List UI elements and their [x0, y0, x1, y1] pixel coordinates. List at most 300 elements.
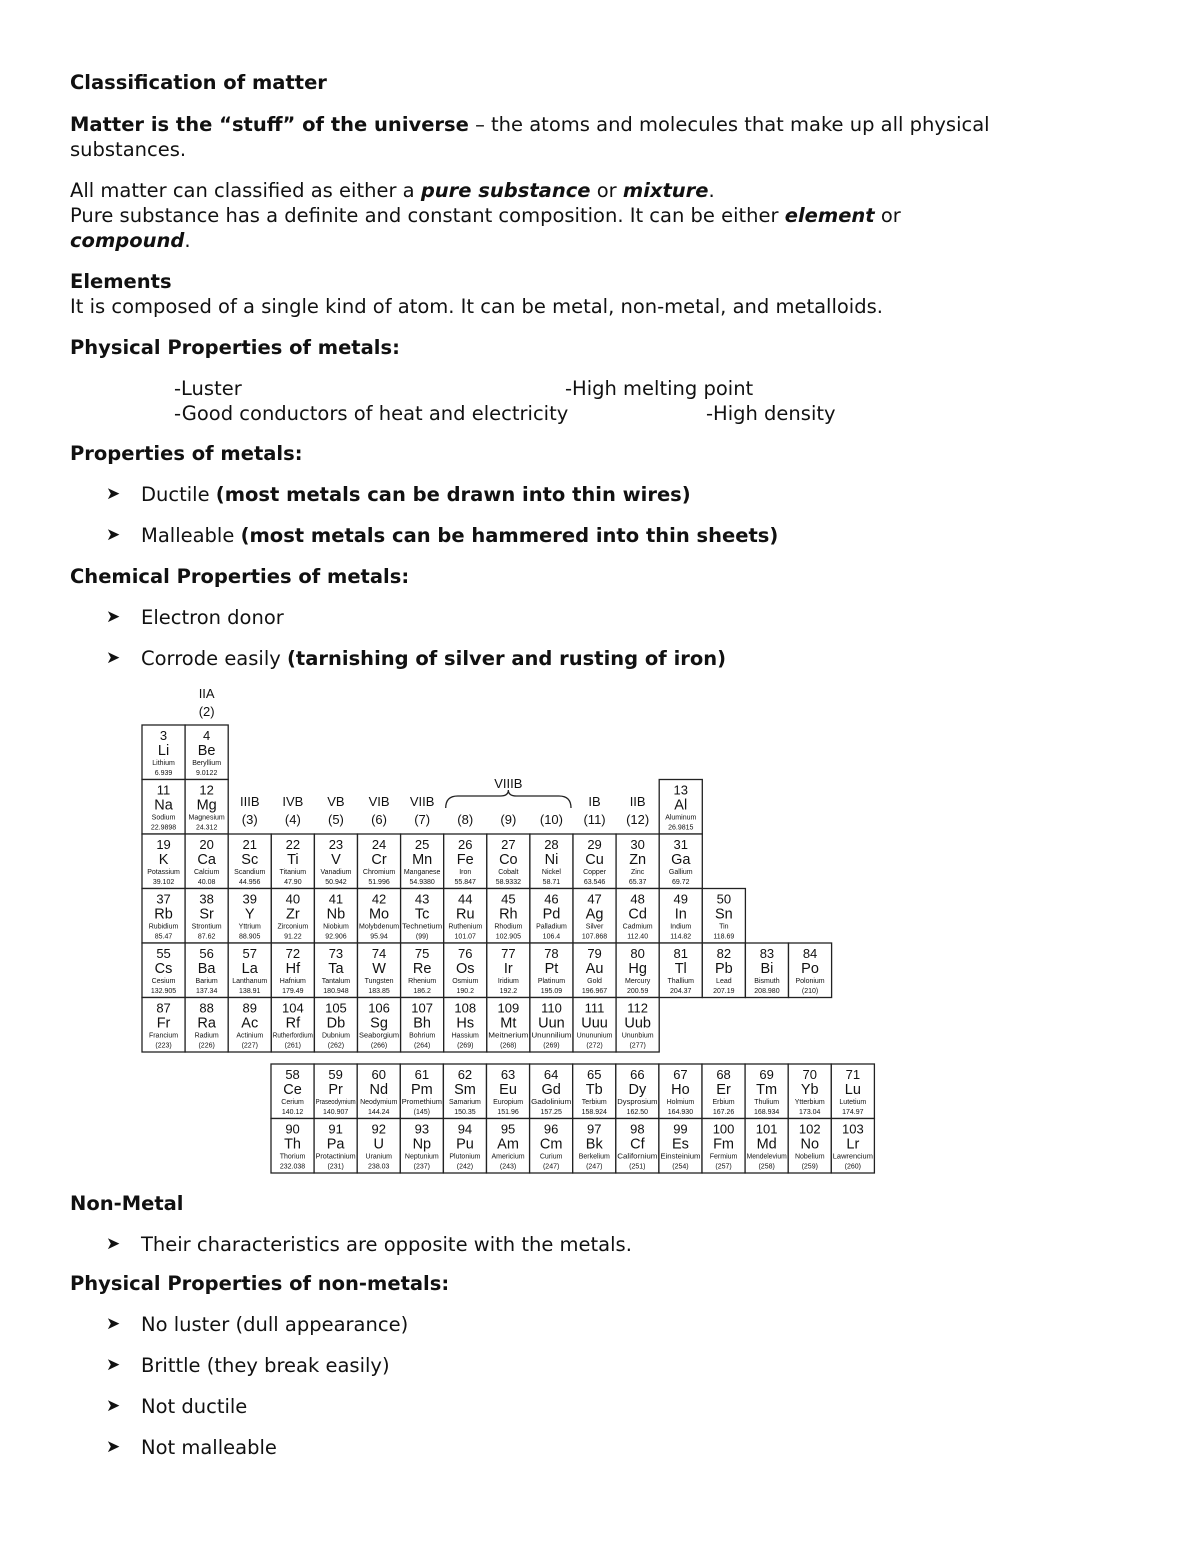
element-symbol: Y [244, 906, 255, 923]
element-name: Tantalum [321, 978, 351, 985]
element-symbol: Uub [624, 1015, 651, 1032]
element-name: Bohrium [409, 1032, 436, 1040]
atomic-mass: 101.07 [454, 933, 476, 941]
element-name: Copper [583, 869, 607, 876]
atomic-number: 99 [673, 1121, 688, 1137]
atomic-mass: (210) [801, 988, 819, 995]
atomic-mass: (227) [241, 1042, 258, 1050]
atomic-mass: 22.9898 [150, 824, 177, 832]
element-name: Lutetium [839, 1099, 867, 1106]
element-name: Strontium [191, 923, 222, 931]
atomic-mass: 51.996 [368, 879, 390, 886]
atomic-number: 110 [541, 1000, 562, 1016]
element-name: Platinum [537, 978, 566, 985]
element-name: Dubnium [321, 1032, 350, 1040]
element-symbol: Mo [368, 906, 390, 923]
element-name: Indium [670, 923, 692, 931]
arrowhead-bullet-icon: ➤ [106, 1396, 121, 1416]
atomic-mass: (231) [327, 1163, 344, 1171]
atomic-number: 71 [845, 1067, 861, 1082]
pure-end: . [184, 229, 191, 252]
intro-bold: Matter is the “stuff” of the universe [70, 113, 469, 136]
element-symbol: In [674, 906, 687, 923]
atomic-number: 11 [156, 782, 171, 798]
element-symbol: Rf [285, 1015, 301, 1032]
atomic-number: 108 [454, 1000, 477, 1016]
atomic-number: 69 [759, 1067, 774, 1082]
atomic-number: 49 [673, 891, 688, 907]
atomic-number: 77 [501, 946, 516, 961]
atomic-mass: (242) [456, 1163, 474, 1171]
atomic-mass: 168.934 [753, 1109, 780, 1116]
element-symbol: Yb [800, 1082, 819, 1098]
atomic-mass: 44.956 [239, 879, 261, 886]
atomic-number: 102 [798, 1121, 821, 1137]
element-symbol: Rh [499, 906, 518, 923]
element-symbol: No [800, 1136, 820, 1153]
element-name: Potassium [147, 869, 180, 876]
atomic-number: 68 [716, 1067, 731, 1082]
atomic-number: 94 [457, 1121, 473, 1137]
element-symbol: Ir [503, 961, 513, 977]
group-label: (12) [626, 812, 650, 827]
atomic-number: 104 [281, 1000, 304, 1016]
element-symbol: Re [412, 961, 432, 977]
atomic-number: 107 [411, 1000, 434, 1016]
arrowhead-bullet-icon: ➤ [106, 1355, 121, 1375]
element-symbol: Hg [628, 961, 647, 977]
element-symbol: Li [157, 743, 170, 759]
group-label: IVB [282, 794, 304, 809]
atomic-number: 88 [199, 1000, 214, 1016]
element-symbol: Fr [156, 1015, 171, 1032]
atomic-number: 112 [627, 1000, 649, 1016]
element-symbol: Ca [197, 852, 216, 868]
element-symbol: Es [671, 1136, 689, 1153]
element-name: Curium [539, 1153, 563, 1161]
pure-mid: or [874, 204, 901, 227]
element-symbol: Bh [413, 1015, 432, 1032]
element-name: Magnesium [188, 814, 225, 822]
element-name: Scandium [234, 869, 266, 876]
element-symbol: Ru [455, 906, 475, 923]
atomic-number: 4 [203, 728, 211, 743]
element-symbol: Zr [286, 906, 300, 923]
element-name: Vanadium [320, 869, 352, 876]
phys-metals-heading: Physical Properties of metals: [70, 336, 400, 359]
atomic-number: 13 [673, 782, 688, 798]
element-symbol: Ti [287, 852, 299, 868]
atomic-mass: 54.9380 [409, 879, 435, 886]
group-label: IIB [629, 794, 646, 809]
element-name: Ytterbium [794, 1099, 825, 1106]
atomic-number: 92 [371, 1121, 386, 1137]
element-symbol: V [331, 852, 341, 868]
atomic-mass: 95.94 [370, 933, 388, 941]
group-label: (7) [414, 812, 431, 827]
element-name: Tin [719, 923, 729, 931]
props-metals-heading: Properties of metals: [70, 442, 303, 465]
element-symbol: Co [499, 852, 518, 868]
atomic-mass: 55.847 [454, 879, 476, 886]
arrowhead-bullet-icon: ➤ [106, 484, 121, 504]
element-name: Meitnerium [488, 1032, 529, 1040]
element-symbol: Gd [541, 1082, 561, 1098]
prop-luster: -Luster [174, 377, 242, 400]
group-label: IIA [198, 686, 215, 701]
element-name: Fermium [709, 1153, 738, 1161]
atomic-number: 65 [587, 1067, 602, 1082]
atomic-number: 50 [716, 891, 732, 907]
element-name: Sodium [151, 814, 176, 822]
element-name: Iridium [497, 978, 519, 985]
atomic-number: 23 [328, 837, 344, 852]
group-label: (6) [371, 812, 387, 827]
element-name: Beryllium [192, 760, 222, 767]
element-name: Chromium [362, 869, 396, 876]
atomic-number: 24 [371, 837, 387, 852]
element-symbol: Tb [585, 1082, 603, 1098]
atomic-number: 56 [199, 946, 214, 961]
element-symbol: Db [326, 1015, 346, 1032]
atomic-mass: 114.82 [670, 933, 692, 941]
element-name: Calcium [194, 869, 220, 876]
atomic-mass: (269) [543, 1042, 560, 1050]
atomic-number: 20 [199, 837, 214, 852]
atomic-mass: 232.038 [279, 1163, 306, 1171]
element-name: Cobalt [498, 869, 519, 876]
atomic-mass: 140.907 [322, 1109, 349, 1116]
element-symbol: Pr [328, 1082, 343, 1098]
atomic-number: 60 [371, 1067, 386, 1082]
element-symbol: Cs [154, 961, 173, 977]
atomic-number: 105 [325, 1000, 347, 1016]
element-symbol: Th [284, 1136, 302, 1153]
element-name: Protactinium [315, 1153, 356, 1161]
element-name: Barium [195, 978, 218, 985]
element-symbol: Bi [760, 961, 774, 977]
atomic-number: 74 [371, 946, 387, 961]
list-item-text: Electron donor [141, 606, 284, 629]
atomic-number: 31 [673, 837, 688, 852]
atomic-number: 59 [328, 1067, 343, 1082]
list-item-text: Corrode easily [141, 647, 287, 670]
atomic-mass: 183.85 [368, 988, 390, 995]
atomic-mass: (254) [672, 1163, 689, 1171]
atomic-number: 100 [712, 1121, 735, 1137]
atomic-number: 61 [414, 1067, 430, 1082]
element-name: Silver [585, 923, 604, 931]
arrowhead-bullet-icon: ➤ [106, 525, 121, 545]
atomic-mass: 47.90 [284, 879, 302, 886]
atomic-number: 91 [328, 1121, 343, 1137]
atomic-mass: 158.924 [581, 1109, 607, 1116]
page-title: Classification of matter [70, 71, 327, 94]
term-compound: compound [70, 229, 185, 252]
atomic-number: 62 [457, 1067, 473, 1082]
atomic-number: 93 [414, 1121, 430, 1137]
atomic-mass: 102.905 [495, 933, 522, 941]
atomic-number: 101 [755, 1121, 778, 1137]
element-symbol: Ba [197, 961, 216, 977]
element-symbol: Nd [369, 1082, 389, 1098]
atomic-number: 106 [368, 1000, 390, 1016]
atomic-mass: 140.12 [281, 1109, 304, 1116]
element-symbol: Ta [328, 961, 344, 977]
atomic-number: 84 [802, 946, 818, 961]
element-symbol: Cd [628, 906, 647, 923]
arrowhead-bullet-icon: ➤ [106, 648, 121, 668]
atomic-mass: (269) [457, 1042, 474, 1050]
phys-nonmetals-heading: Physical Properties of non-metals: [70, 1272, 450, 1295]
term-pure-substance: pure substance [420, 179, 591, 202]
atomic-mass: 207.19 [713, 988, 735, 995]
atomic-number: 96 [543, 1121, 559, 1137]
element-name: Promethium [401, 1099, 443, 1106]
atomic-number: 80 [630, 946, 645, 961]
element-name: Niobium [323, 923, 349, 931]
atomic-number: 43 [414, 891, 430, 907]
atomic-mass: 138.91 [239, 988, 261, 995]
element-symbol: Cm [539, 1136, 563, 1153]
element-name: Terbium [581, 1099, 607, 1106]
atomic-mass: (259) [801, 1163, 818, 1171]
element-name: Europium [493, 1099, 524, 1106]
classify-mid: or [590, 179, 623, 202]
atomic-number: 73 [328, 946, 344, 961]
element-symbol: Sn [714, 906, 733, 923]
element-symbol: Tm [756, 1082, 778, 1098]
element-name: Uranium [365, 1153, 392, 1161]
atomic-mass: 85.47 [154, 933, 173, 941]
atomic-mass: 88.905 [239, 933, 261, 941]
atomic-mass: (268) [500, 1042, 517, 1050]
element-symbol: Hf [285, 961, 301, 977]
element-name: Unununium [576, 1032, 613, 1040]
element-name: Actinium [236, 1032, 264, 1040]
arrowhead-bullet-icon: ➤ [106, 607, 121, 627]
atomic-number: 38 [199, 891, 214, 907]
element-name: Thulium [754, 1099, 780, 1106]
element-symbol: Nb [326, 906, 346, 923]
element-symbol: Sm [454, 1082, 476, 1098]
group-label: IB [588, 794, 601, 809]
atomic-mass: 50.942 [325, 879, 347, 886]
atomic-number: 98 [630, 1121, 645, 1137]
element-symbol: Cu [585, 852, 604, 868]
atomic-mass: (251) [629, 1163, 646, 1171]
element-name: Rhenium [408, 978, 437, 985]
atomic-mass: 162.50 [626, 1109, 649, 1116]
atomic-number: 103 [841, 1121, 864, 1137]
element-name: Molybdenum [359, 923, 400, 931]
group-label: (11) [583, 812, 606, 827]
element-name: Tungsten [364, 978, 394, 985]
element-name: Thorium [279, 1153, 306, 1161]
group-label: VB [327, 794, 345, 809]
atomic-number: 29 [587, 837, 602, 852]
element-name: Osmium [452, 978, 479, 985]
element-symbol: Sg [370, 1015, 388, 1032]
atomic-number: 81 [673, 946, 688, 961]
group-label: (8) [457, 812, 474, 827]
atomic-mass: 132.905 [150, 988, 177, 995]
atomic-mass: (223) [155, 1042, 172, 1050]
element-name: Radium [194, 1032, 219, 1040]
atomic-mass: 118.69 [713, 933, 735, 941]
atomic-number: 47 [587, 891, 602, 907]
element-symbol: Sr [199, 906, 214, 923]
atomic-number: 82 [716, 946, 732, 961]
element-symbol: Mt [500, 1015, 517, 1032]
atomic-mass: 167.26 [712, 1109, 735, 1116]
element-symbol: Rb [154, 906, 173, 923]
atomic-mass: 200.59 [626, 988, 649, 995]
element-name: Polonium [795, 978, 825, 985]
element-name: Hassium [451, 1032, 479, 1040]
atomic-number: 55 [156, 946, 171, 961]
prop-density: -High density [706, 402, 836, 425]
element-symbol: Fm [713, 1136, 735, 1153]
atomic-mass: 58.9332 [495, 879, 522, 886]
atomic-number: 72 [285, 946, 301, 961]
atomic-mass: 87.62 [197, 933, 216, 941]
atomic-mass: (261) [284, 1042, 302, 1050]
atomic-mass: 39.102 [152, 879, 175, 886]
term-element: element [784, 204, 875, 227]
list-item: Brittle (they break easily) [141, 1354, 390, 1377]
atomic-number: 109 [497, 1000, 520, 1016]
element-name: Mercury [625, 978, 651, 985]
list-item-note: (most metals can be drawn into thin wires) [215, 483, 691, 506]
element-symbol: Mg [196, 797, 217, 814]
atomic-number: 70 [802, 1067, 817, 1082]
atomic-number: 22 [285, 837, 301, 852]
atomic-number: 21 [242, 837, 257, 852]
element-name: Lawrencium [832, 1153, 874, 1161]
element-symbol: Hs [456, 1015, 475, 1032]
list-item-text: Ductile [141, 483, 216, 506]
classify-end: . [708, 179, 715, 202]
element-symbol: Al [674, 797, 688, 814]
atomic-mass: (247) [542, 1163, 560, 1171]
pure-pre: Pure substance has a definite and constant composition. It can be either [70, 204, 785, 227]
atomic-mass: 151.96 [497, 1109, 519, 1116]
element-symbol: Bk [585, 1136, 603, 1153]
atomic-number: 46 [544, 891, 559, 907]
atomic-number: 41 [328, 891, 344, 907]
element-symbol: Lr [846, 1136, 860, 1153]
element-symbol: U [373, 1136, 384, 1153]
element-symbol: Pb [714, 961, 733, 977]
atomic-number: 57 [242, 946, 257, 961]
element-name: Iron [459, 869, 472, 876]
element-name: Rubidium [148, 923, 179, 931]
atomic-mass: 179.49 [282, 988, 304, 995]
group-label: (10) [539, 812, 564, 827]
atomic-number: 45 [501, 891, 516, 907]
group-label: (4) [284, 812, 301, 827]
element-symbol: W [372, 961, 386, 977]
list-item-text: Malleable [141, 524, 241, 547]
element-name: Technetium [402, 923, 443, 931]
atomic-number: 97 [587, 1121, 602, 1137]
element-name: Gallium [668, 869, 693, 876]
atomic-mass: 186.2 [413, 988, 431, 995]
element-name: Lithium [152, 760, 175, 767]
group-label: (9) [500, 812, 517, 827]
element-name: Yttrium [238, 923, 261, 931]
atomic-mass: 91.22 [284, 933, 302, 941]
element-name: Dysprosium [617, 1099, 658, 1106]
atomic-number: 3 [159, 728, 168, 743]
atomic-mass: (264) [413, 1042, 431, 1050]
atomic-mass: 195.09 [540, 988, 563, 995]
element-symbol: K [158, 852, 169, 868]
intro-rest: – the atoms and molecules that make up all physical [468, 113, 990, 136]
atomic-mass: 58.71 [542, 879, 561, 886]
element-symbol: Au [585, 961, 604, 977]
element-name: Samarium [448, 1099, 481, 1106]
list-item: Their characteristics are opposite with the metals. [141, 1233, 632, 1256]
atomic-number: 28 [544, 837, 559, 852]
atomic-mass: 112.40 [627, 933, 649, 941]
element-name: Nobelium [794, 1153, 825, 1161]
group-label: (5) [328, 812, 344, 827]
element-name: Manganese [403, 869, 441, 876]
element-name: Ununnilium [531, 1032, 572, 1040]
element-name: Gold [587, 978, 602, 985]
atomic-mass: (99) [415, 933, 429, 941]
atomic-number: 76 [458, 946, 473, 961]
atomic-number: 64 [543, 1067, 559, 1082]
group-label: (3) [241, 812, 258, 827]
atomic-number: 58 [285, 1067, 300, 1082]
atomic-mass: (260) [844, 1163, 862, 1171]
atomic-number: 75 [414, 946, 430, 961]
element-name: Mendelevium [746, 1153, 787, 1161]
element-name: Neodymium [360, 1099, 398, 1106]
element-name: Zinc [631, 869, 645, 876]
atomic-number: 37 [156, 891, 171, 907]
group-label: IIIB [239, 794, 260, 809]
atomic-mass: 106.4 [542, 933, 561, 941]
atomic-number: 40 [285, 891, 301, 907]
atomic-number: 48 [630, 891, 645, 907]
element-symbol: Pu [456, 1136, 474, 1153]
element-name: Holmium [666, 1099, 695, 1106]
atomic-number: 83 [759, 946, 775, 961]
atomic-mass: 196.967 [581, 988, 608, 995]
atomic-mass: 150.35 [454, 1109, 476, 1116]
group-label: VIIB [409, 794, 435, 809]
atomic-number: 66 [630, 1067, 645, 1082]
element-name: Zirconium [277, 923, 309, 931]
list-item: Not malleable [141, 1436, 277, 1459]
element-name: Gadolinium [531, 1099, 572, 1106]
element-name: Ununbium [621, 1032, 654, 1040]
element-name: Cerium [281, 1099, 304, 1106]
atomic-mass: 190.2 [456, 988, 475, 995]
list-item: No luster (dull appearance) [141, 1313, 409, 1336]
atomic-number: 19 [156, 837, 171, 852]
atomic-mass: (257) [715, 1163, 732, 1171]
prop-conductors: -Good conductors of heat and electricity [174, 402, 569, 425]
atomic-mass: 157.25 [540, 1109, 562, 1116]
element-name: Plutonium [449, 1153, 481, 1161]
element-symbol: Na [154, 797, 173, 814]
element-symbol: Sc [241, 852, 259, 868]
